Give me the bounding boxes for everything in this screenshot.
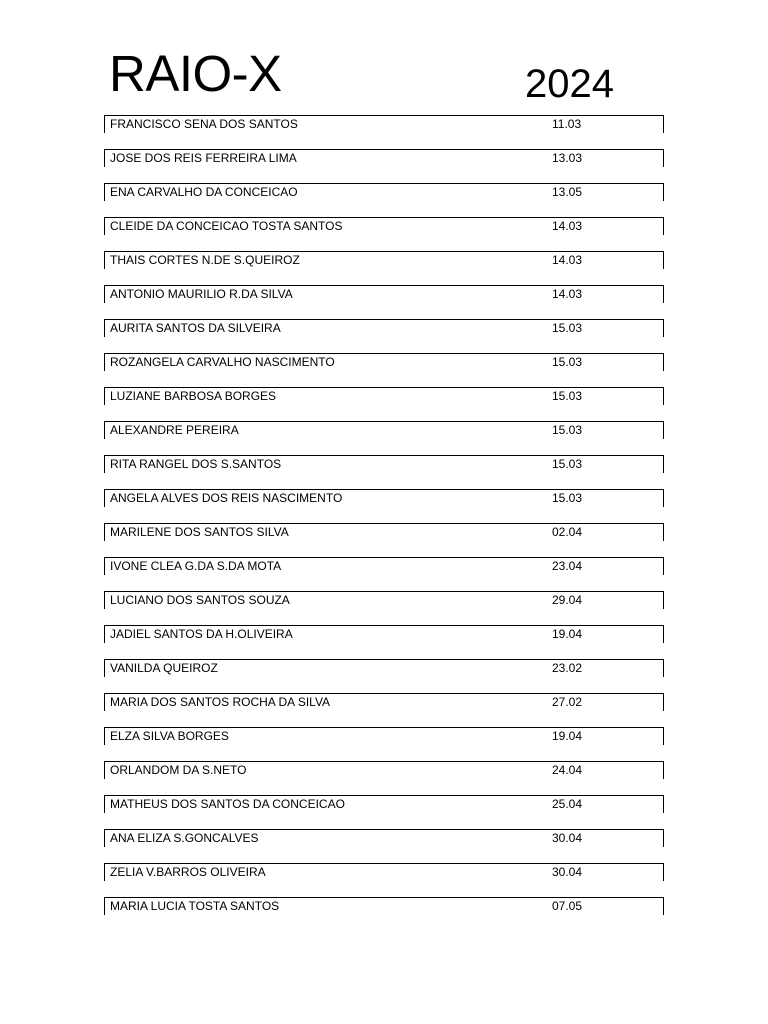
- exam-date: 24.04: [552, 763, 583, 777]
- exam-date: 29.04: [552, 593, 583, 607]
- exam-date: 19.04: [552, 729, 583, 743]
- patient-name: MARIA LUCIA TOSTA SANTOS: [110, 899, 280, 913]
- list-item: [104, 217, 664, 251]
- patient-name: RITA RANGEL DOS S.SANTOS: [110, 457, 282, 471]
- exam-date: 15.03: [552, 355, 583, 369]
- year-label: 2024: [525, 62, 614, 106]
- exam-date: 02.04: [552, 525, 583, 539]
- patient-name: FRANCISCO SENA DOS SANTOS: [110, 117, 298, 131]
- list-item: [104, 387, 664, 421]
- list-item: [104, 421, 664, 455]
- patient-name: ZELIA V.BARROS OLIVEIRA: [110, 865, 266, 879]
- list-item: [104, 285, 664, 319]
- exam-date: 14.03: [552, 219, 583, 233]
- exam-date: 23.02: [552, 661, 583, 675]
- patient-name: AURITA SANTOS DA SILVEIRA: [110, 321, 281, 335]
- patient-name: THAIS CORTES N.DE S.QUEIROZ: [110, 253, 300, 267]
- patient-name: MATHEUS DOS SANTOS DA CONCEICAO: [110, 797, 345, 811]
- list-item: [104, 115, 664, 149]
- patient-name: IVONE CLEA G.DA S.DA MOTA: [110, 559, 282, 573]
- list-item: [104, 625, 664, 659]
- list-item: [104, 523, 664, 557]
- list-item: [104, 863, 664, 897]
- patient-name: ROZANGELA CARVALHO NASCIMENTO: [110, 355, 335, 369]
- exam-date: 14.03: [552, 253, 583, 267]
- exam-date: 15.03: [552, 491, 583, 505]
- patient-name: MARILENE DOS SANTOS SILVA: [110, 525, 289, 539]
- exam-date: 30.04: [552, 831, 583, 845]
- list-item: [104, 353, 664, 387]
- exam-date: 15.03: [552, 457, 583, 471]
- patient-list: [104, 115, 664, 931]
- patient-name: JOSE DOS REIS FERREIRA LIMA: [110, 151, 297, 165]
- list-item: [104, 693, 664, 727]
- list-item: [104, 795, 664, 829]
- exam-date: 15.03: [552, 389, 583, 403]
- list-item: [104, 727, 664, 761]
- list-item: [104, 455, 664, 489]
- list-item: [104, 897, 664, 931]
- exam-date: 23.04: [552, 559, 583, 573]
- list-item: [104, 829, 664, 863]
- exam-date: 07.05: [552, 899, 583, 913]
- exam-date: 15.03: [552, 321, 583, 335]
- patient-name: JADIEL SANTOS DA H.OLIVEIRA: [110, 627, 293, 641]
- patient-name: ORLANDOM DA S.NETO: [110, 763, 247, 777]
- list-item: [104, 319, 664, 353]
- list-item: [104, 659, 664, 693]
- patient-name: LUCIANO DOS SANTOS SOUZA: [110, 593, 290, 607]
- patient-name: VANILDA QUEIROZ: [110, 661, 218, 675]
- exam-date: 15.03: [552, 423, 583, 437]
- patient-name: ALEXANDRE PEREIRA: [110, 423, 239, 437]
- exam-date: 27.02: [552, 695, 583, 709]
- exam-date: 14.03: [552, 287, 583, 301]
- exam-date: 13.03: [552, 151, 583, 165]
- list-item: [104, 183, 664, 217]
- patient-name: ANTONIO MAURILIO R.DA SILVA: [110, 287, 293, 301]
- patient-name: ENA CARVALHO DA CONCEICAO: [110, 185, 298, 199]
- list-item: [104, 557, 664, 591]
- exam-date: 11.03: [552, 117, 582, 131]
- list-item: [104, 761, 664, 795]
- list-item: [104, 251, 664, 285]
- exam-date: 13.05: [552, 185, 583, 199]
- list-item: [104, 591, 664, 625]
- patient-name: ANA ELIZA S.GONCALVES: [110, 831, 259, 845]
- list-item: [104, 149, 664, 183]
- list-item: [104, 489, 664, 523]
- exam-date: 19.04: [552, 627, 583, 641]
- patient-name: ELZA SILVA BORGES: [110, 729, 229, 743]
- exam-date: 30.04: [552, 865, 583, 879]
- patient-name: MARIA DOS SANTOS ROCHA DA SILVA: [110, 695, 331, 709]
- page-title: RAIO-X: [109, 45, 282, 102]
- patient-name: LUZIANE BARBOSA BORGES: [110, 389, 277, 403]
- exam-date: 25.04: [552, 797, 583, 811]
- patient-name: CLEIDE DA CONCEICAO TOSTA SANTOS: [110, 219, 343, 233]
- patient-name: ANGELA ALVES DOS REIS NASCIMENTO: [110, 491, 343, 505]
